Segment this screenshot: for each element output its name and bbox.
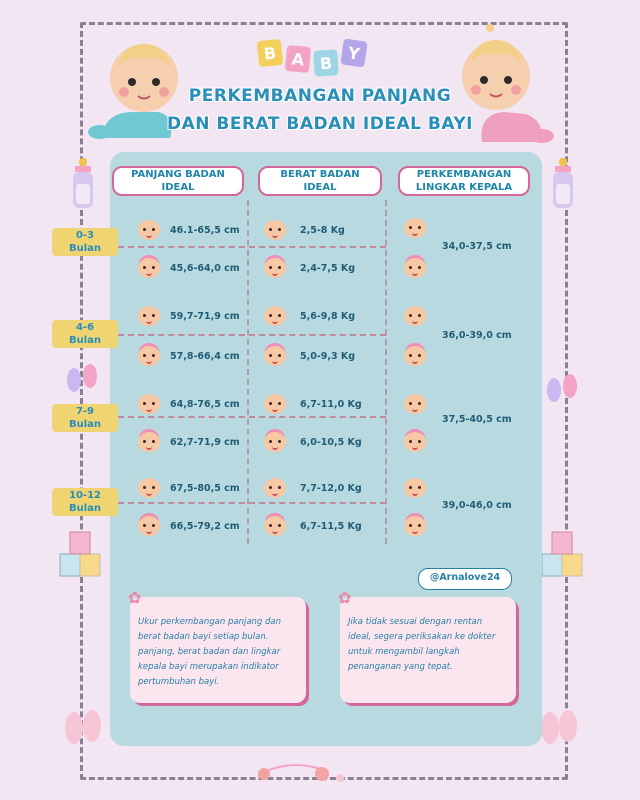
age-unit: Bulan <box>68 503 102 514</box>
weight-value: 5,6-9,8 Kg <box>300 311 356 322</box>
baby-girl-icon <box>138 346 160 366</box>
baby-letter-blocks <box>258 40 366 76</box>
length-value: 66,5-79,2 cm <box>170 521 240 532</box>
column-divider <box>385 200 387 544</box>
baby-boy-icon <box>404 394 426 414</box>
head-circumference-value: 36,0-39,0 cm <box>442 330 512 341</box>
baby-boy-icon <box>138 394 160 414</box>
baby-girl-icon <box>404 516 426 536</box>
baby-girl-icon <box>264 346 286 366</box>
length-value: 67,5-80,5 cm <box>170 483 240 494</box>
row-divider <box>118 334 386 336</box>
weight-value: 6,7-11,5 Kg <box>300 521 362 532</box>
header-length: PANJANG BADAN IDEAL <box>112 166 244 196</box>
baby-girl-icon <box>404 258 426 278</box>
page-title-line-2: DAN BERAT BADAN IDEAL BAYI <box>166 114 474 134</box>
age-range: 4-6 <box>75 322 95 333</box>
baby-boy-icon <box>264 394 286 414</box>
toy-blocks-icon <box>540 530 584 580</box>
baby-girl-icon <box>404 432 426 452</box>
age-range: 10-12 <box>69 490 101 501</box>
footprints-icon <box>542 366 582 406</box>
toy-blocks-icon <box>58 530 102 580</box>
length-value: 62,7-71,9 cm <box>170 437 240 448</box>
baby-feet-icon <box>536 700 582 750</box>
baby-girl-icon <box>264 258 286 278</box>
age-unit: Bulan <box>68 335 102 346</box>
baby-boy-icon <box>404 306 426 326</box>
age-tag <box>52 488 118 516</box>
note-left-text: Ukur perkembangan panjang dan berat badan bayi setiap bulan. panjang, berat badan dan lingkar kepala bayi merupakan indikator pertumbuhan bayi. <box>138 617 282 687</box>
note-card-left <box>130 597 306 703</box>
length-value: 45,6-64,0 cm <box>170 263 240 274</box>
age-unit: Bulan <box>68 419 102 430</box>
age-tag <box>52 404 118 432</box>
note-right-text: Jika tidak sesuai dengan rentan ideal, segera periksakan ke dokter untuk mengambil langkah penanganan yang tepat. <box>348 617 496 672</box>
baby-girl-icon <box>264 432 286 452</box>
baby-girl-icon <box>264 516 286 536</box>
page-title-line-1: PERKEMBANGAN PANJANG <box>188 86 452 106</box>
flower-icon: ✿ <box>128 588 142 607</box>
baby-block: Y <box>340 38 367 67</box>
weight-value: 2,5-8 Kg <box>300 225 345 236</box>
baby-boy-icon <box>264 306 286 326</box>
weight-value: 6,7-11,0 Kg <box>300 399 362 410</box>
row-divider <box>118 246 386 248</box>
age-range: 7-9 <box>75 406 95 417</box>
column-divider <box>247 200 249 544</box>
milk-bottle-icon <box>548 158 578 210</box>
social-handle: @Arnalove24 <box>418 568 512 590</box>
baby-boy-icon <box>264 220 286 240</box>
baby-block: B <box>257 39 284 67</box>
age-range: 0-3 <box>75 230 95 241</box>
baby-boy-icon <box>138 478 160 498</box>
weight-value: 6,0-10,5 Kg <box>300 437 362 448</box>
baby-girl-icon <box>138 258 160 278</box>
baby-boy-icon <box>404 478 426 498</box>
length-value: 64,8-76,5 cm <box>170 399 240 410</box>
age-tag <box>52 228 118 256</box>
row-divider <box>118 416 386 418</box>
head-circumference-value: 34,0-37,5 cm <box>442 241 512 252</box>
baby-boy-icon <box>138 220 160 240</box>
baby-boy-icon <box>138 306 160 326</box>
baby-block: B <box>313 49 339 77</box>
weight-value: 5,0-9,3 Kg <box>300 351 356 362</box>
length-value: 46.1-65,5 cm <box>170 225 240 236</box>
header-head-circumference: PERKEMBANGAN LINGKAR KEPALA <box>398 166 530 196</box>
age-unit: Bulan <box>68 243 102 254</box>
baby-boy-icon <box>404 218 426 238</box>
baby-feet-icon <box>60 700 106 750</box>
length-value: 57,8-66,4 cm <box>170 351 240 362</box>
baby-girl-icon <box>138 432 160 452</box>
length-value: 59,7-71,9 cm <box>170 311 240 322</box>
weight-value: 2,4-7,5 Kg <box>300 263 356 274</box>
baby-girl-icon <box>404 346 426 366</box>
baby-girl-icon <box>138 516 160 536</box>
note-card-right <box>340 597 516 703</box>
baby-block: A <box>285 45 311 73</box>
row-divider <box>118 502 386 504</box>
milk-bottle-icon <box>68 158 98 210</box>
age-tag <box>52 320 118 348</box>
rattle-icon <box>256 756 352 786</box>
header-weight: BERAT BADAN IDEAL <box>258 166 382 196</box>
flower-icon: ✿ <box>338 588 352 607</box>
footprints-icon <box>62 356 102 396</box>
weight-value: 7,7-12,0 Kg <box>300 483 362 494</box>
baby-boy-icon <box>264 478 286 498</box>
head-circumference-value: 37,5-40,5 cm <box>442 414 512 425</box>
head-circumference-value: 39,0-46,0 cm <box>442 500 512 511</box>
